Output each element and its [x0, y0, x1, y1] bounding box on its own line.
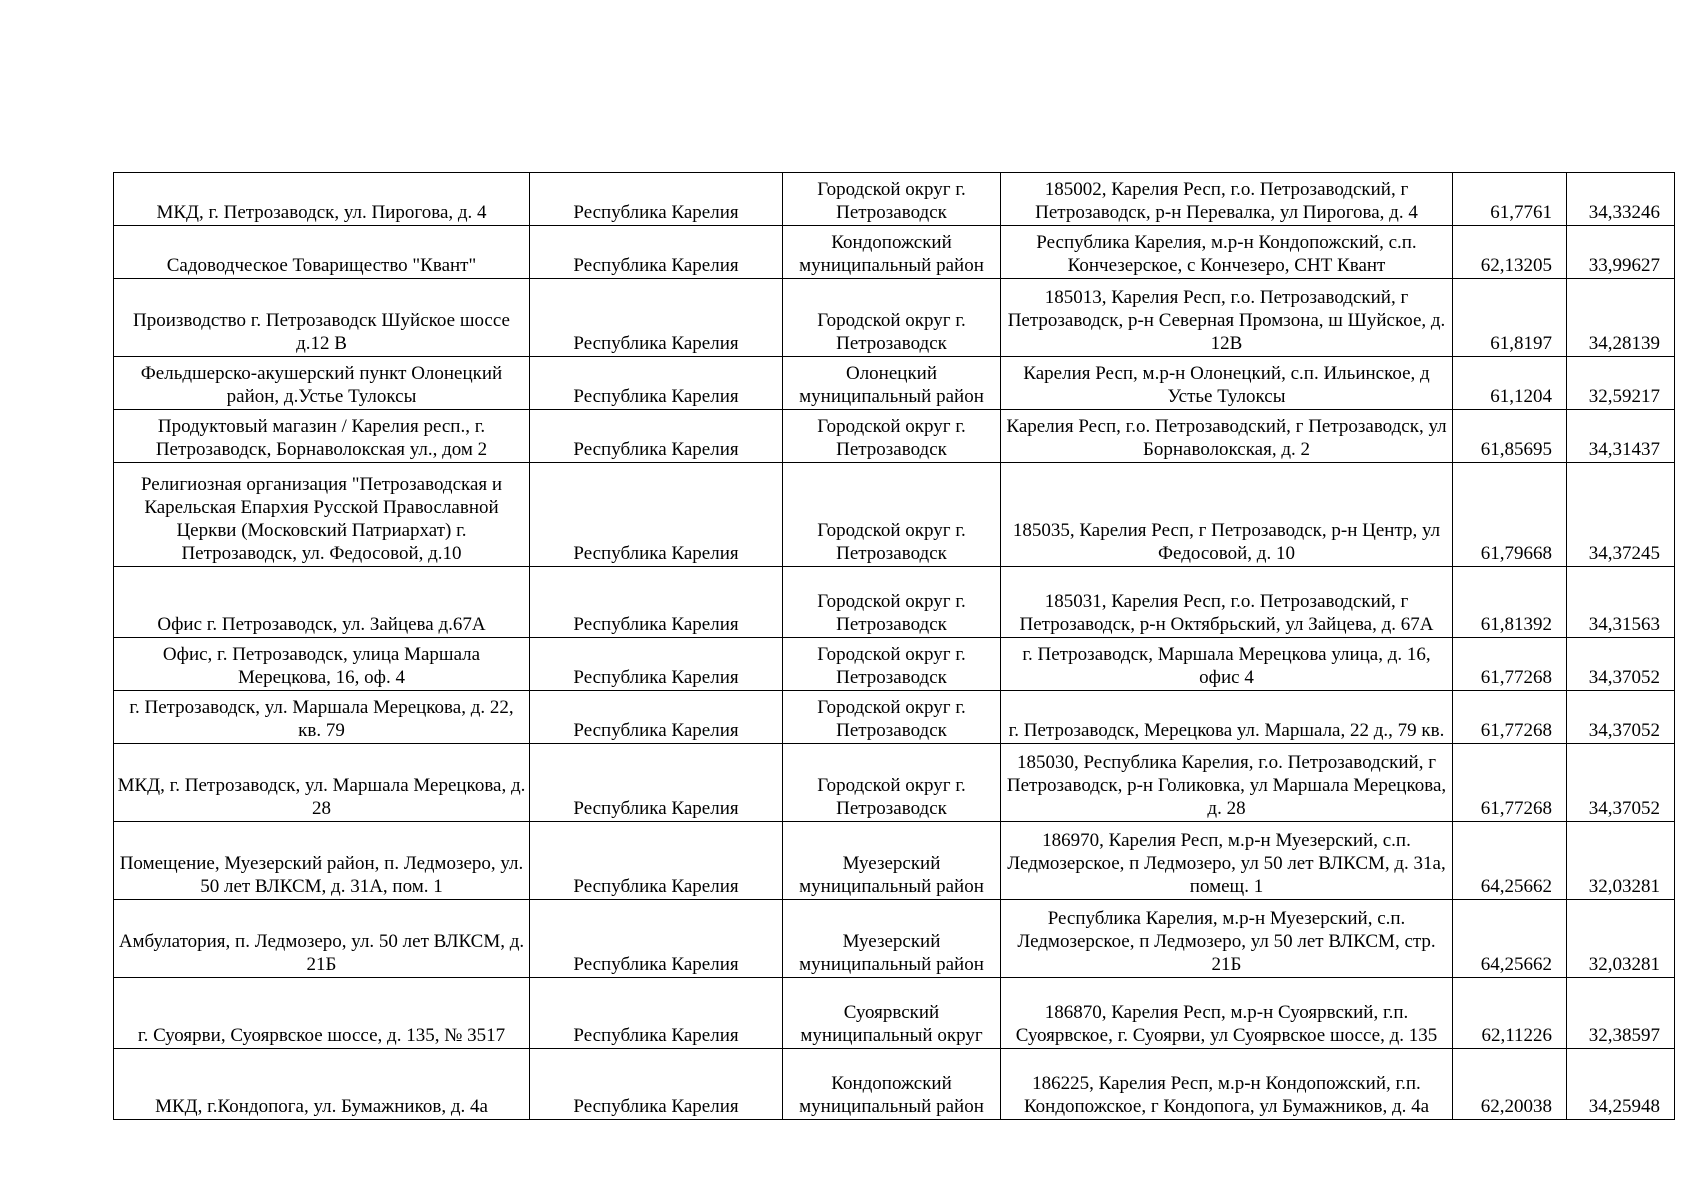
- longitude-cell: 34,37052: [1567, 691, 1675, 744]
- table-row: [114, 978, 1675, 1049]
- latitude-cell: 61,1204: [1453, 357, 1567, 410]
- longitude-cell: 34,31563: [1567, 567, 1675, 638]
- object-name-cell: Помещение, Муезерский район, п. Ледмозеро, ул. 50 лет ВЛКСМ, д. 31А, пом. 1: [114, 822, 530, 900]
- latitude-cell: 61,7761: [1453, 173, 1567, 226]
- object-name-cell: МКД, г.Кондопога, ул. Бумажников, д. 4а: [114, 1049, 530, 1120]
- address-cell: г. Петрозаводск, Маршала Мерецкова улица, д. 16, офис 4: [1001, 638, 1453, 691]
- longitude-cell: 32,03281: [1567, 900, 1675, 978]
- municipality-cell: Городской округ г. Петрозаводск: [783, 463, 1001, 567]
- object-name-cell: МКД, г. Петрозаводск, ул. Маршала Мерецкова, д. 28: [114, 744, 530, 822]
- address-table-body: [114, 173, 1675, 1120]
- latitude-cell: 61,85695: [1453, 410, 1567, 463]
- longitude-cell: 32,03281: [1567, 822, 1675, 900]
- municipality-cell: Городской округ г. Петрозаводск: [783, 567, 1001, 638]
- region-cell: Республика Карелия: [530, 1049, 783, 1120]
- longitude-cell: 34,37245: [1567, 463, 1675, 567]
- table-row: [114, 567, 1675, 638]
- municipality-cell: Городской округ г. Петрозаводск: [783, 173, 1001, 226]
- longitude-cell: 34,31437: [1567, 410, 1675, 463]
- municipality-cell: Кондопожский муниципальный район: [783, 226, 1001, 279]
- region-cell: Республика Карелия: [530, 279, 783, 357]
- region-cell: Республика Карелия: [530, 638, 783, 691]
- table-row: [114, 226, 1675, 279]
- table-row: [114, 1049, 1675, 1120]
- municipality-cell: Городской округ г. Петрозаводск: [783, 744, 1001, 822]
- region-cell: Республика Карелия: [530, 900, 783, 978]
- table-row: [114, 638, 1675, 691]
- region-cell: Республика Карелия: [530, 410, 783, 463]
- object-name-cell: г. Петрозаводск, ул. Маршала Мерецкова, д. 22, кв. 79: [114, 691, 530, 744]
- region-cell: Республика Карелия: [530, 567, 783, 638]
- object-name-cell: Фельдшерско-акушерский пункт Олонецкий район, д.Устье Тулоксы: [114, 357, 530, 410]
- latitude-cell: 62,11226: [1453, 978, 1567, 1049]
- address-cell: 185030, Республика Карелия, г.о. Петрозаводский, г Петрозаводск, р-н Голиковка, ул Маршала Мерецкова, д. 28: [1001, 744, 1453, 822]
- municipality-cell: Муезерский муниципальный район: [783, 900, 1001, 978]
- table-row: [114, 279, 1675, 357]
- latitude-cell: 61,8197: [1453, 279, 1567, 357]
- region-cell: Республика Карелия: [530, 173, 783, 226]
- region-cell: Республика Карелия: [530, 744, 783, 822]
- latitude-cell: 61,81392: [1453, 567, 1567, 638]
- municipality-cell: Муезерский муниципальный район: [783, 822, 1001, 900]
- address-cell: 186870, Карелия Респ, м.р-н Суоярвский, г.п. Суоярвское, г. Суоярви, ул Суоярвское шоссе, д. 135: [1001, 978, 1453, 1049]
- longitude-cell: 34,28139: [1567, 279, 1675, 357]
- latitude-cell: 61,77268: [1453, 744, 1567, 822]
- municipality-cell: Городской округ г. Петрозаводск: [783, 691, 1001, 744]
- address-cell: Республика Карелия, м.р-н Муезерский, с.п. Ледмозерское, п Ледмозеро, ул 50 лет ВЛКСМ, стр. 21Б: [1001, 900, 1453, 978]
- table-row: [114, 173, 1675, 226]
- object-name-cell: Продуктовый магазин / Карелия респ., г. Петрозаводск, Борнаволокская ул., дом 2: [114, 410, 530, 463]
- address-table: [113, 172, 1675, 1120]
- address-cell: 185031, Карелия Респ, г.о. Петрозаводский, г Петрозаводск, р-н Октябрьский, ул Зайцева, д. 67А: [1001, 567, 1453, 638]
- longitude-cell: 34,37052: [1567, 744, 1675, 822]
- table-row: [114, 463, 1675, 567]
- longitude-cell: 34,25948: [1567, 1049, 1675, 1120]
- latitude-cell: 62,13205: [1453, 226, 1567, 279]
- object-name-cell: Офис г. Петрозаводск, ул. Зайцева д.67А: [114, 567, 530, 638]
- address-cell: 186225, Карелия Респ, м.р-н Кондопожский, г.п. Кондопожское, г Кондопога, ул Бумажников, д. 4а: [1001, 1049, 1453, 1120]
- object-name-cell: Офис, г. Петрозаводск, улица Маршала Мерецкова, 16, оф. 4: [114, 638, 530, 691]
- latitude-cell: 62,20038: [1453, 1049, 1567, 1120]
- table-row: [114, 744, 1675, 822]
- longitude-cell: 32,38597: [1567, 978, 1675, 1049]
- latitude-cell: 64,25662: [1453, 900, 1567, 978]
- address-cell: 185013, Карелия Респ, г.о. Петрозаводский, г Петрозаводск, р-н Северная Промзона, ш Шуйское, д. 12В: [1001, 279, 1453, 357]
- municipality-cell: Суоярвский муниципальный округ: [783, 978, 1001, 1049]
- municipality-cell: Олонецкий муниципальный район: [783, 357, 1001, 410]
- table-row: [114, 691, 1675, 744]
- address-cell: Республика Карелия, м.р-н Кондопожский, с.п. Кончезерское, с Кончезеро, СНТ Квант: [1001, 226, 1453, 279]
- region-cell: Республика Карелия: [530, 357, 783, 410]
- latitude-cell: 61,77268: [1453, 691, 1567, 744]
- region-cell: Республика Карелия: [530, 463, 783, 567]
- latitude-cell: 64,25662: [1453, 822, 1567, 900]
- longitude-cell: 34,33246: [1567, 173, 1675, 226]
- object-name-cell: г. Суоярви, Суоярвское шоссе, д. 135, № 3517: [114, 978, 530, 1049]
- municipality-cell: Кондопожский муниципальный район: [783, 1049, 1001, 1120]
- municipality-cell: Городской округ г. Петрозаводск: [783, 638, 1001, 691]
- longitude-cell: 34,37052: [1567, 638, 1675, 691]
- object-name-cell: Производство г. Петрозаводск Шуйское шоссе д.12 В: [114, 279, 530, 357]
- region-cell: Республика Карелия: [530, 822, 783, 900]
- municipality-cell: Городской округ г. Петрозаводск: [783, 279, 1001, 357]
- longitude-cell: 33,99627: [1567, 226, 1675, 279]
- latitude-cell: 61,79668: [1453, 463, 1567, 567]
- object-name-cell: Садоводческое Товарищество "Квант": [114, 226, 530, 279]
- address-cell: г. Петрозаводск, Мерецкова ул. Маршала, 22 д., 79 кв.: [1001, 691, 1453, 744]
- table-row: [114, 357, 1675, 410]
- address-cell: Карелия Респ, м.р-н Олонецкий, с.п. Ильинское, д Устье Тулоксы: [1001, 357, 1453, 410]
- table-row: [114, 900, 1675, 978]
- municipality-cell: Городской округ г. Петрозаводск: [783, 410, 1001, 463]
- address-cell: 186970, Карелия Респ, м.р-н Муезерский, с.п. Ледмозерское, п Ледмозеро, ул 50 лет ВЛКСМ, д. 31а, помещ. 1: [1001, 822, 1453, 900]
- table-row: [114, 822, 1675, 900]
- region-cell: Республика Карелия: [530, 978, 783, 1049]
- longitude-cell: 32,59217: [1567, 357, 1675, 410]
- region-cell: Республика Карелия: [530, 691, 783, 744]
- latitude-cell: 61,77268: [1453, 638, 1567, 691]
- object-name-cell: МКД, г. Петрозаводск, ул. Пирогова, д. 4: [114, 173, 530, 226]
- address-cell: 185035, Карелия Респ, г Петрозаводск, р-н Центр, ул Федосовой, д. 10: [1001, 463, 1453, 567]
- address-cell: Карелия Респ, г.о. Петрозаводский, г Петрозаводск, ул Борнаволокская, д. 2: [1001, 410, 1453, 463]
- object-name-cell: Религиозная организация "Петрозаводская и Карельская Епархия Русской Православной Церкви (Московский Патриархат) г. Петрозаводск, ул. Федосовой, д.10: [114, 463, 530, 567]
- object-name-cell: Амбулатория, п. Ледмозеро, ул. 50 лет ВЛКСМ, д. 21Б: [114, 900, 530, 978]
- address-cell: 185002, Карелия Респ, г.о. Петрозаводский, г Петрозаводск, р-н Перевалка, ул Пирогова, д. 4: [1001, 173, 1453, 226]
- region-cell: Республика Карелия: [530, 226, 783, 279]
- table-row: [114, 410, 1675, 463]
